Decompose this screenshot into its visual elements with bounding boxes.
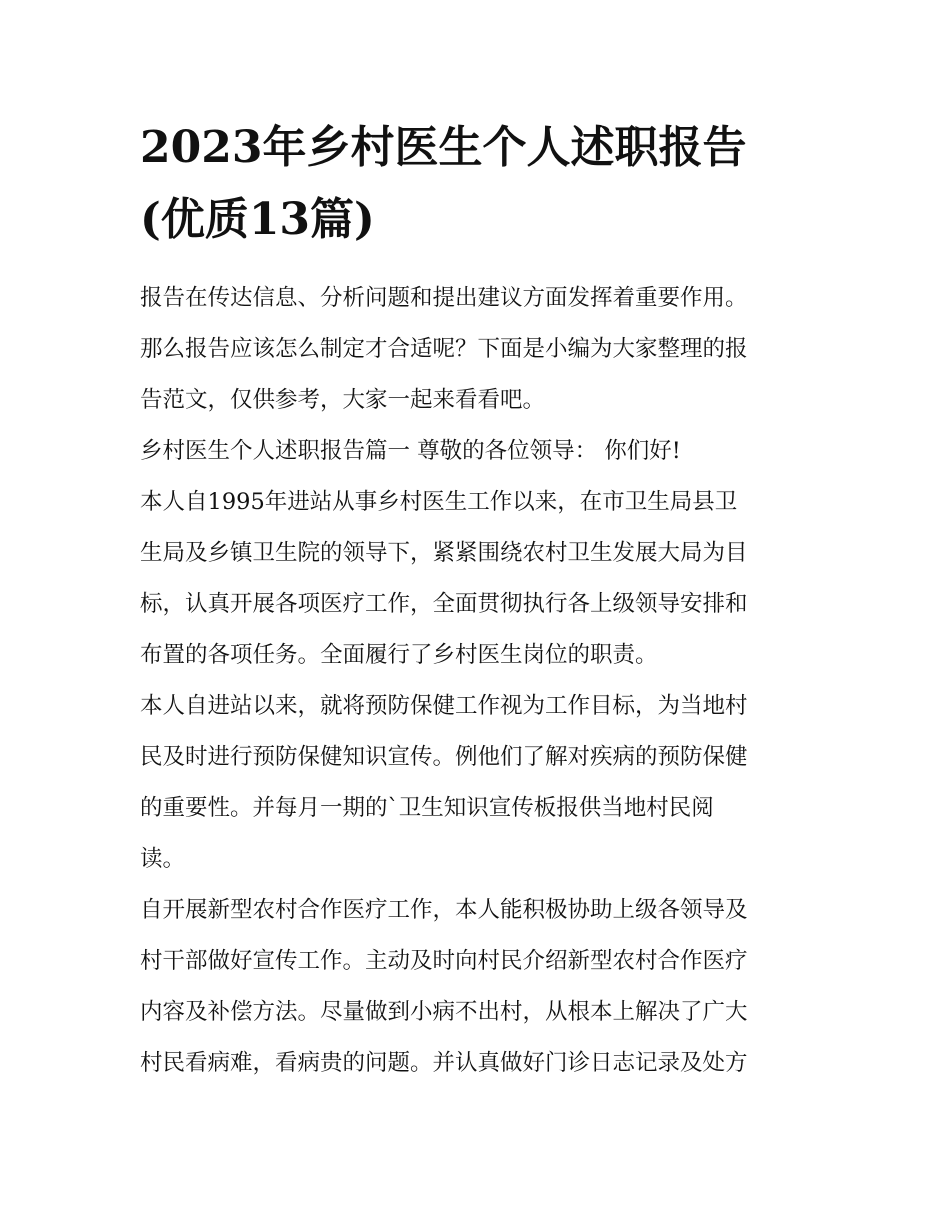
- text-line: 民及时进行预防保健知识宣传。例他们了解对疾病的预防保健: [140, 744, 748, 770]
- text-line: 本人自进站以来，就将预防保健工作视为工作目标，为当地村: [140, 693, 748, 719]
- paragraph-prevention: [140, 681, 812, 885]
- title-line: (优质13篇): [140, 194, 375, 245]
- text-line: 本人自1995年进站从事乡村医生工作以来，在市卫生局县卫: [140, 489, 738, 515]
- text-line: 布置的各项任务。全面履行了乡村医生岗位的职责。: [140, 642, 658, 668]
- paragraph-cooperative-medical: [140, 885, 812, 1089]
- text-line: 内容及补偿方法。尽量做到小病不出村，从根本上解决了广大: [140, 999, 748, 1025]
- text-line: 生局及乡镇卫生院的领导下，紧紧围绕农村卫生发展大局为目: [140, 540, 748, 566]
- text-line: 自开展新型农村合作医疗工作，本人能积极协助上级各领导及: [140, 897, 748, 923]
- text-line: 村干部做好宣传工作。主动及时向村民介绍新型农村合作医疗: [140, 948, 748, 974]
- text-line: 读。: [140, 846, 186, 872]
- text-line: 的重要性。并每月一期的`卫生知识宣传板报供当地村民阅: [140, 795, 714, 821]
- paragraph-career: [140, 477, 812, 681]
- title-line: 2023年乡村医生个人述职报告: [140, 122, 747, 173]
- paragraph-intro: [140, 273, 812, 426]
- text-line: 乡村医生个人述职报告篇一 尊敬的各位领导： 你们好!: [140, 438, 681, 464]
- document-body: [140, 273, 812, 1089]
- text-line: 村民看病难，看病贵的问题。并认真做好门诊日志记录及处方: [140, 1050, 748, 1076]
- text-line: 告范文，仅供参考，大家一起来看看吧。: [140, 387, 546, 413]
- text-line: 标，认真开展各项医疗工作，全面贯彻执行各上级领导安排和: [140, 591, 748, 617]
- document-title: [140, 112, 820, 256]
- paragraph-greeting: [140, 426, 812, 477]
- text-line: 报告在传达信息、分析问题和提出建议方面发挥着重要作用。: [140, 285, 748, 311]
- text-line: 那么报告应该怎么制定才合适呢？下面是小编为大家整理的报: [140, 336, 748, 362]
